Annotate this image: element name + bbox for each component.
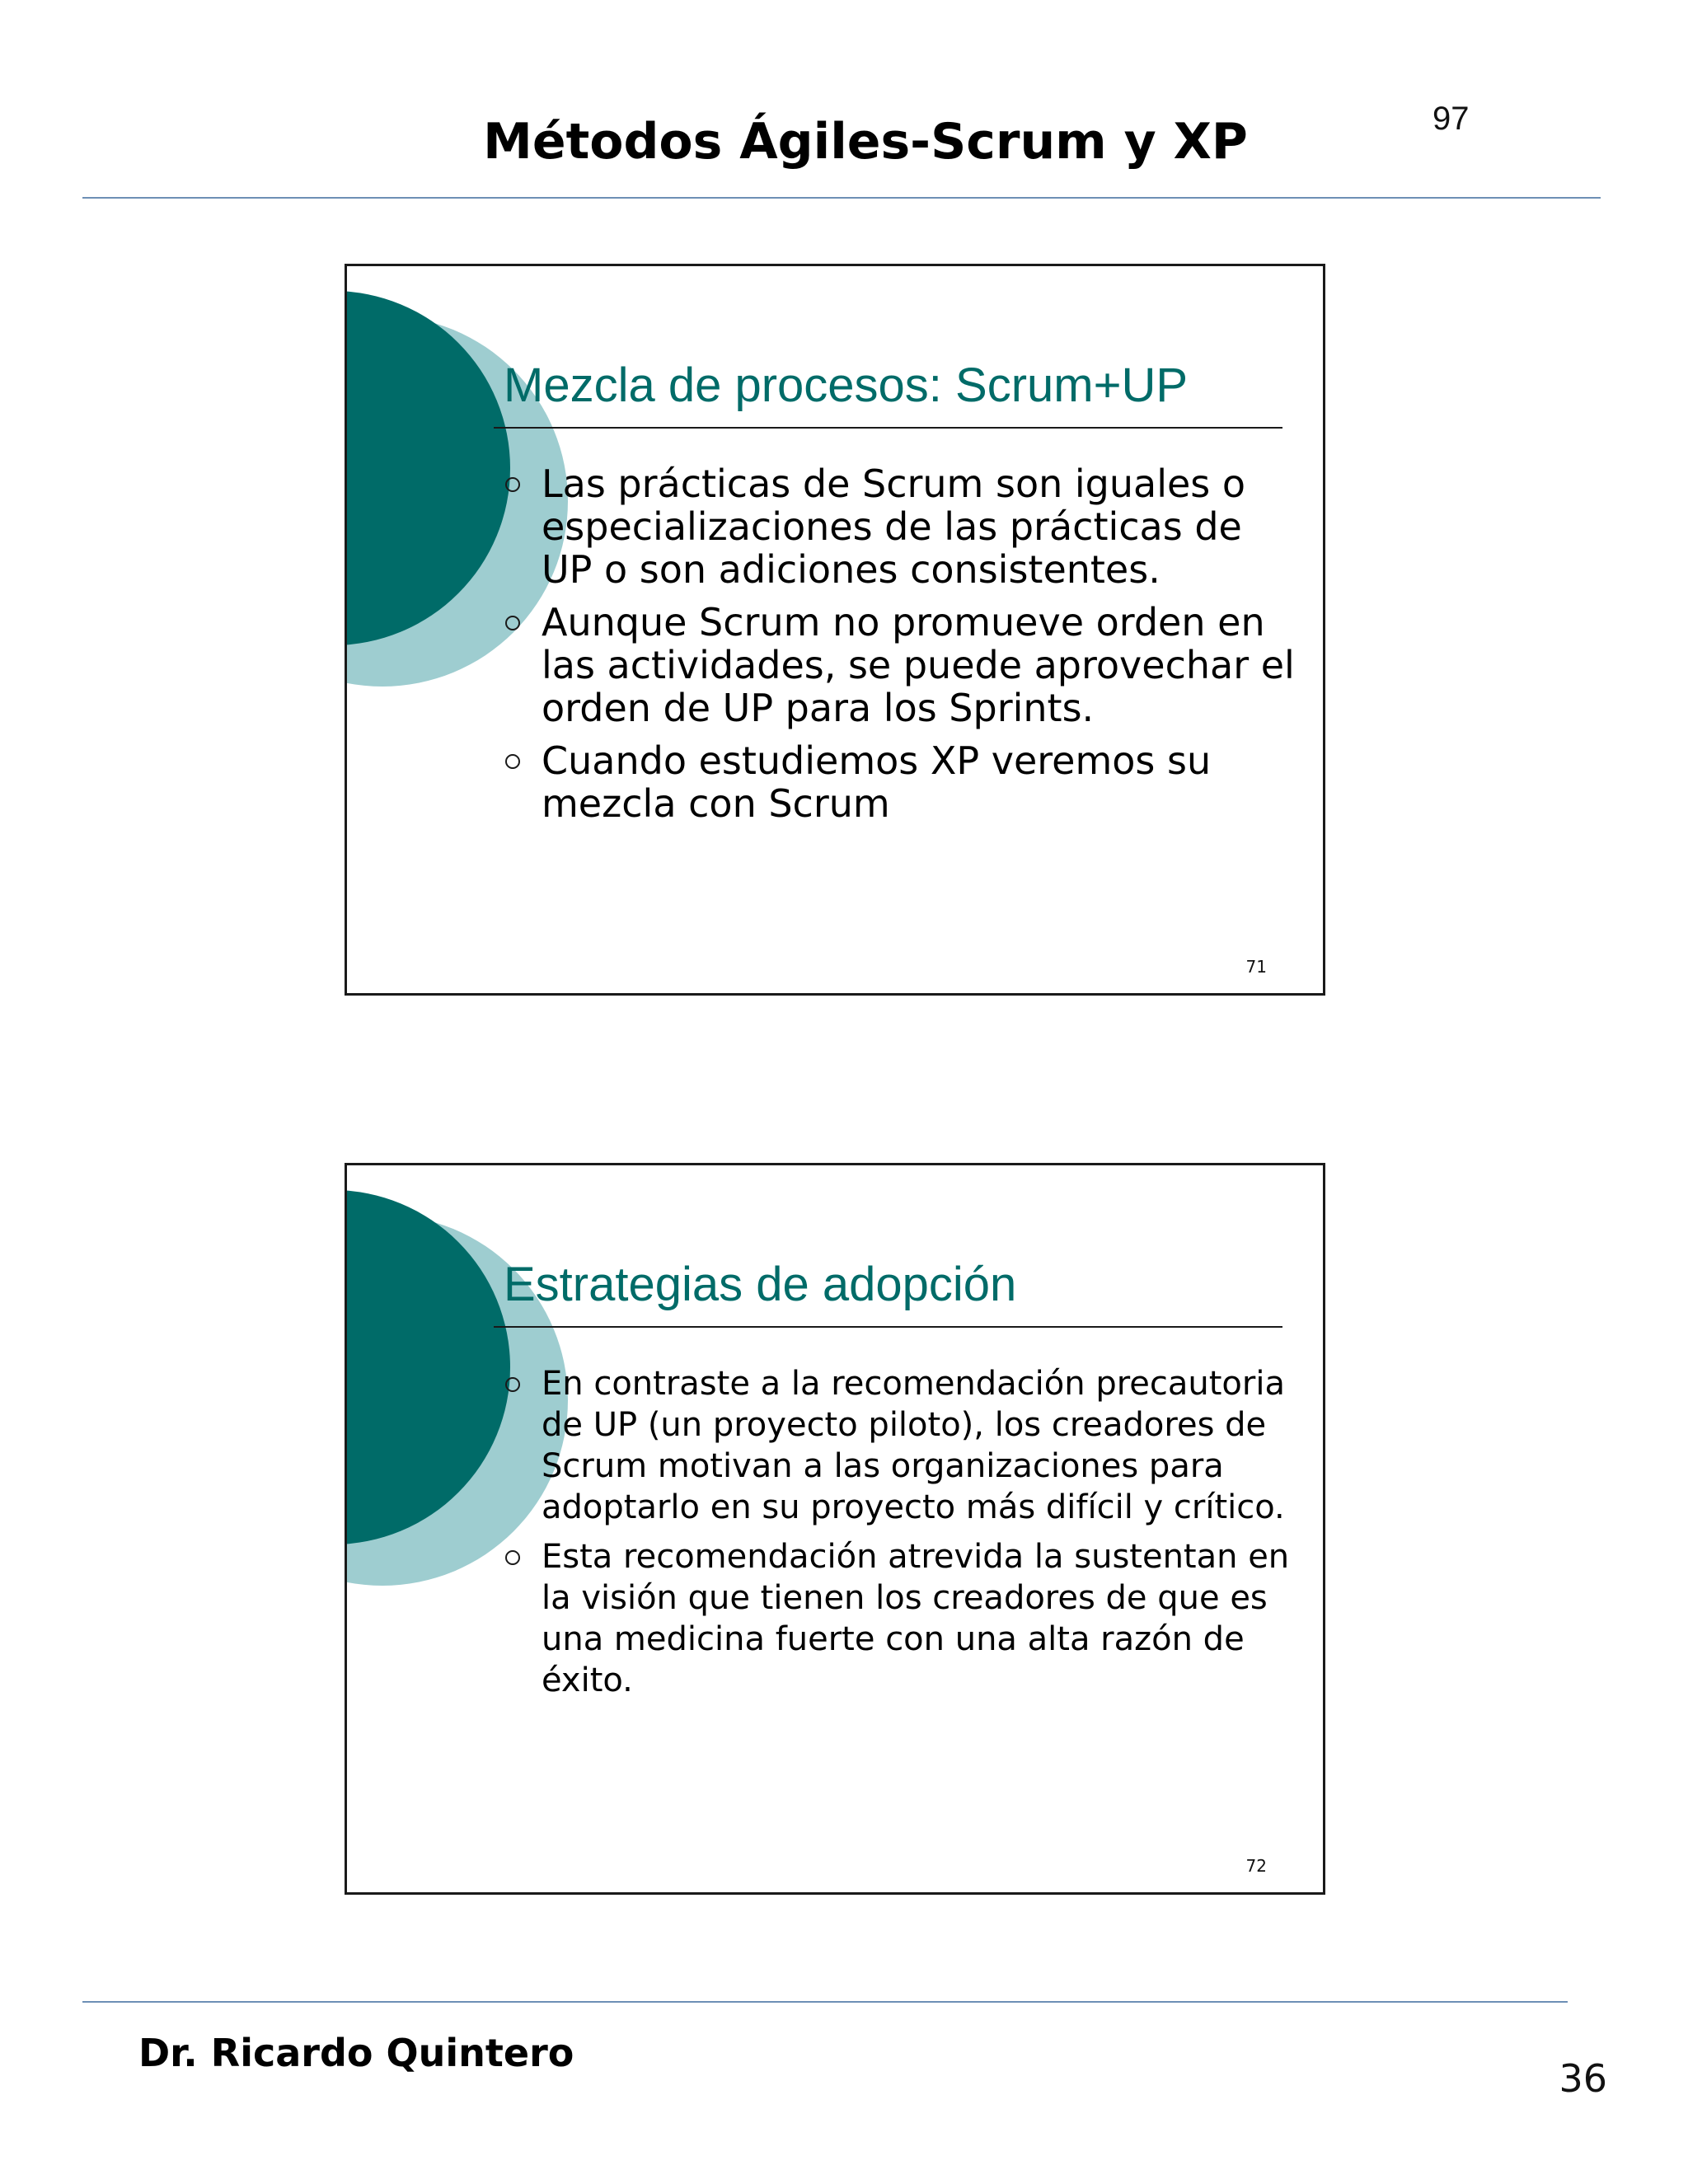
slide-71 xyxy=(345,264,1325,996)
footer-rule xyxy=(82,2001,1568,2003)
slide-title: Mezcla de procesos: Scrum+UP xyxy=(504,359,1189,412)
header-rule xyxy=(82,197,1601,199)
bullet-list xyxy=(504,462,1295,835)
slide-72 xyxy=(345,1163,1325,1895)
hollow-bullet-icon xyxy=(505,1550,520,1565)
bullet-text: En contraste a la recomendación precautoria de UP (un proyecto piloto), los creadores de Scrum motivan a las organizaciones para adoptarlo en su proyecto más difícil y crítico. xyxy=(542,1365,1285,1526)
slide-number: 72 xyxy=(1245,1856,1267,1876)
hollow-bullet-icon xyxy=(505,1377,520,1392)
list-item xyxy=(504,462,1295,591)
slide-title-rule xyxy=(494,1326,1282,1328)
bullet-text: Aunque Scrum no promueve orden en las actividades, se puede aprovechar el orden de UP para los Sprints. xyxy=(542,600,1295,730)
footer-page-number: 36 xyxy=(1559,2056,1607,2101)
page-number: 97 xyxy=(1432,101,1470,137)
hollow-bullet-icon xyxy=(505,477,520,492)
list-item xyxy=(504,739,1295,825)
hollow-bullet-icon xyxy=(505,616,520,630)
list-item xyxy=(504,1363,1295,1528)
list-item xyxy=(504,1536,1295,1701)
bullet-text: Esta recomendación atrevida la sustentan en la visión que tienen los creadores de que es una medicina fuerte con una alta razón de éxito. xyxy=(542,1538,1290,1699)
slide-title: Estrategias de adopción xyxy=(504,1258,1017,1311)
page-title: Métodos Ágiles-Scrum y XP xyxy=(483,113,1248,171)
bullet-list xyxy=(504,1363,1295,1709)
slide-number: 71 xyxy=(1245,957,1267,977)
slide-title-rule xyxy=(494,427,1282,429)
bullet-text: Las prácticas de Scrum son iguales o especializaciones de las prácticas de UP o son adiciones consistentes. xyxy=(542,462,1246,592)
list-item xyxy=(504,601,1295,729)
hollow-bullet-icon xyxy=(505,754,520,769)
bullet-text: Cuando estudiemos XP veremos su mezcla con Scrum xyxy=(542,738,1212,826)
footer-author: Dr. Ricardo Quintero xyxy=(138,2031,574,2075)
